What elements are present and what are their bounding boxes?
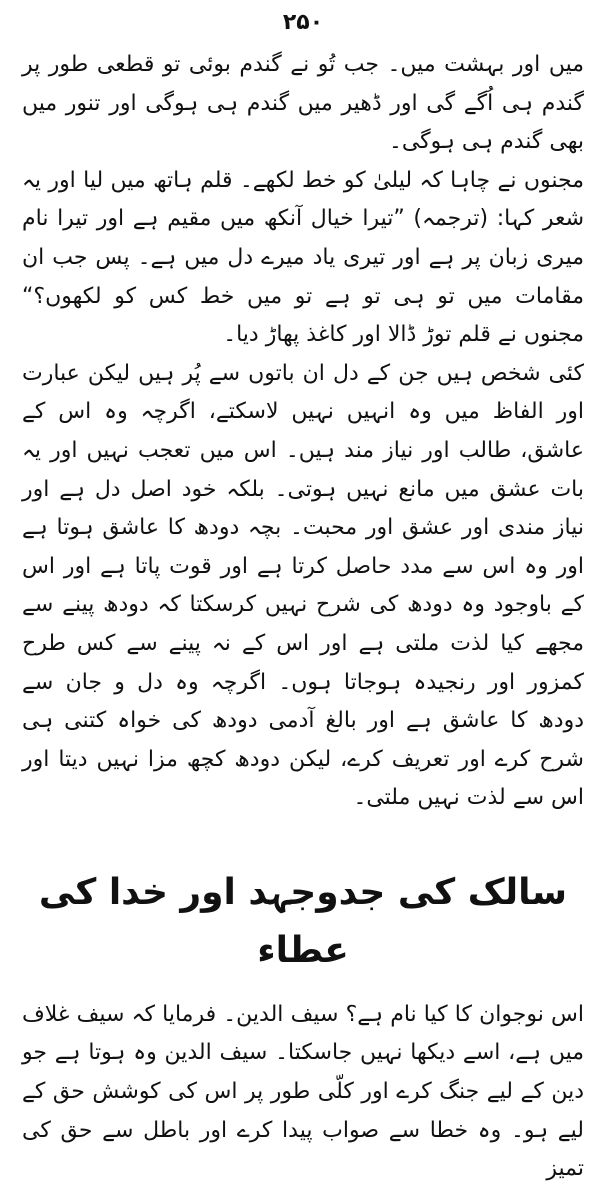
paragraph-heaven-wheat: میں اور بہشت میں۔ جب تُو نے گندم بوئی تو قطعی طور پر گندم ہی اُگے گی اور ڈھیر میں گندم ہی ہوگی اور تنور میں بھی گندم ہی ہوگی۔: [22, 52, 584, 155]
section-heading: سالک کی جدوجہد اور خدا کی عطاء: [38, 871, 568, 971]
page-number: ۲۵۰: [282, 10, 324, 35]
paragraph-milk-love: کئی شخص ہیں جن کے دل ان باتوں سے پُر ہیں لیکن عبارت اور الفاظ میں وہ انہیں نہیں لاسکتے، اگرچہ وہ اس کے عاشق، طالب اور نیاز مند ہیں۔ اس میں تعجب نہیں اور یہ بات عشق میں مانع نہیں ہوتی۔ بلکہ خود اصل دل ہے اور نیاز مندی اور عشق اور محبت۔ بچہ دودھ کا عاشق ہوتا ہے اور وہ اس سے مدد حاصل کرتا ہے اور قوت پاتا ہے اور اس کے باوجود وہ دودھ کی شرح نہیں کرسکتا کہ دودھ پینے سے مجھے کیا لذت ملتی ہے اور اس کے نہ پینے سے کس طرح کمزور اور رنجیدہ ہوجاتا ہوں۔ اگرچہ وہ دل و جان سے دودھ کا عاشق ہے اور بالغ آدمی دودھ کی خواہ کتنی ہی شرح کرے اور تعریف کرے، لیکن دودھ کچھ مزا نہیں دیتا اور اس سے لذت نہیں ملتی۔: [22, 360, 584, 811]
section-spacer: [22, 818, 584, 864]
paragraph-saif-uddin: اس نوجوان کا کیا نام ہے؟ سیف الدین۔ فرمایا کہ سیف غلاف میں ہے، اسے دیکھا نہیں جاسکتا۔ سیف الدین وہ ہوتا ہے جو دین کے لیے جنگ کرے اور کلّی طور پر اس کی کوشش حق کے لیے ہو۔ وہ خطا سے صواب پیدا کرے اور باطل سے حق کی تمیز: [22, 1001, 584, 1182]
paragraph-majnun-letter: مجنوں نے چاہا کہ لیلیٰ کو خط لکھے۔ قلم ہاتھ میں لیا اور یہ شعر کہا: (ترجمہ) ”تیرا خیال آنکھ میں مقیم ہے اور تیرا نام میری زبان پر ہے اور تیری یاد میرے دل میں ہے۔ پس جب ان مقامات میں تو ہی تو ہے تو میں خط کس کو لکھوں؟“ مجنوں نے قلم توڑ ڈالا اور کاغذ پھاڑ دیا۔: [22, 167, 584, 348]
